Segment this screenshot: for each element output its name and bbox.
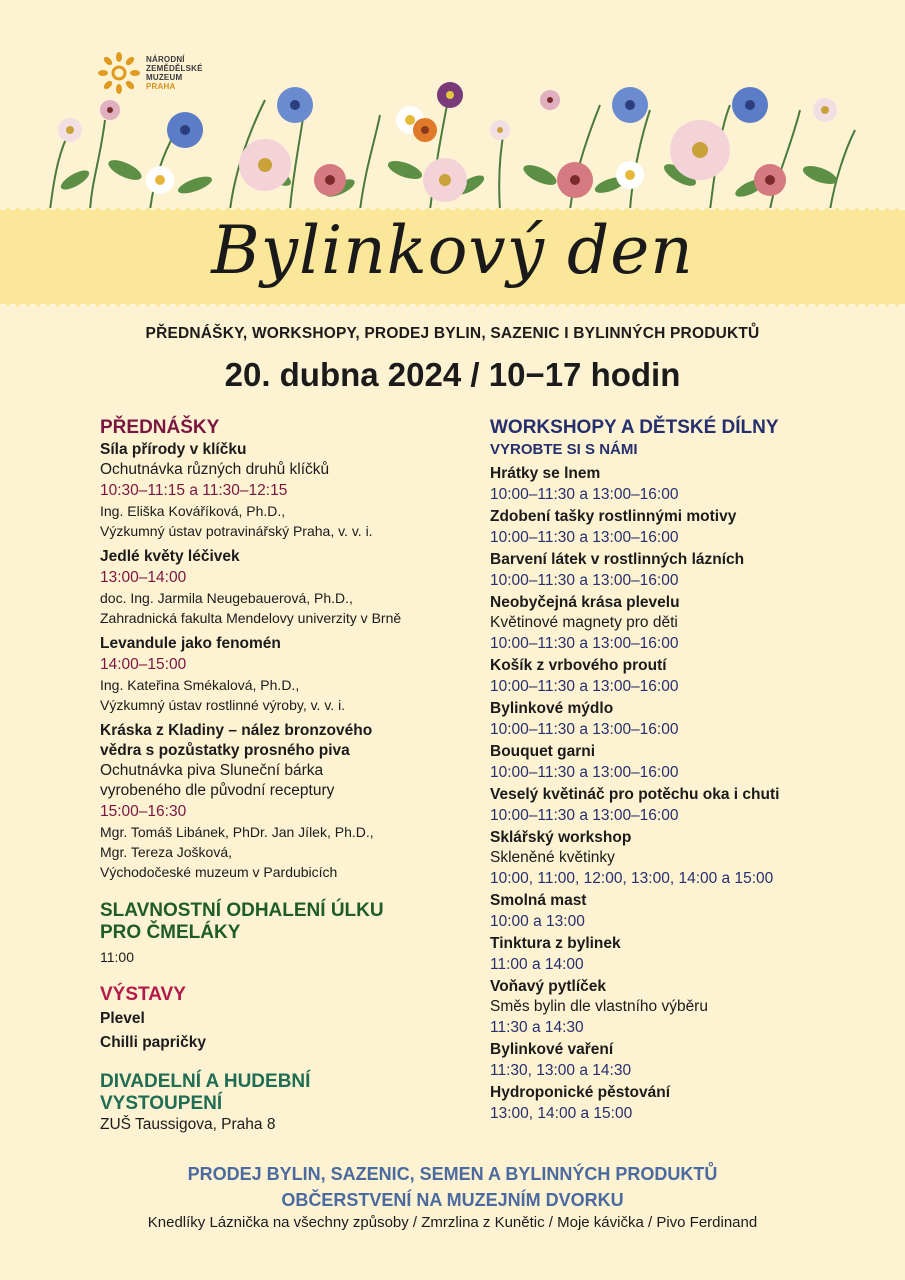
- workshop-text: Květinové magnety pro děti: [490, 614, 678, 631]
- workshop-time: 10:00–11:30 a 13:00–16:00: [490, 807, 679, 824]
- lectures-heading: PŘEDNÁŠKY: [100, 417, 220, 438]
- exhibitions-section: [100, 983, 460, 1055]
- lecture-item: [100, 634, 460, 715]
- workshop-title: Bouquet garni: [490, 743, 596, 760]
- workshop-item: [490, 507, 890, 548]
- footer-refreshments-line: OBČERSTVENÍ NA MUZEJNÍM DVORKU: [281, 1190, 624, 1210]
- lecture-title-cont: vědra s pozůstatky prosného piva: [100, 742, 350, 759]
- workshop-text: Směs bylin dle vlastního výběru: [490, 998, 708, 1015]
- theatre-heading-cont: VYSTOUPENÍ: [100, 1093, 223, 1114]
- event-date: 20. dubna 2024 / 10−17 hodin: [224, 356, 681, 393]
- lecture-speaker: Ing. Kateřina Smékalová, Ph.D.,: [100, 677, 300, 693]
- lecture-text: Ochutnávka piva Sluneční bárka: [100, 762, 324, 779]
- workshop-item: [490, 550, 890, 591]
- footer-vendors: Knedlíky Láznička na všechny způsoby / Zmrzlina z Kunětic / Moje kávička / Pivo Ferdinand: [147, 1214, 758, 1231]
- lecture-institution: Východočeské muzeum v Pardubicích: [100, 864, 338, 880]
- workshop-time: 10:00, 11:00, 12:00, 13:00, 14:00 a 15:00: [490, 870, 774, 887]
- lecture-speaker-cont: Mgr. Tereza Jošková,: [100, 844, 233, 860]
- workshop-title: Košík z vrbového proutí: [490, 657, 667, 674]
- lecture-item: [100, 547, 460, 628]
- workshop-time: 10:00–11:30 a 13:00–16:00: [490, 572, 679, 589]
- left-column: [100, 416, 460, 1135]
- workshop-item: [490, 742, 890, 783]
- logo-line-1: NÁRODNÍ: [146, 55, 185, 64]
- unveiling-heading: SLAVNOSTNÍ ODHALENÍ ÚLKU: [100, 900, 384, 921]
- workshop-time: 11:30 a 14:30: [490, 1019, 584, 1036]
- workshop-item: [490, 656, 890, 697]
- lecture-title: Kráska z Kladiny – nález bronzového: [100, 722, 373, 739]
- workshop-time: 11:00 a 14:00: [490, 956, 584, 973]
- workshop-time: 10:00–11:30 a 13:00–16:00: [490, 764, 679, 781]
- workshop-text: Skleněné květinky: [490, 849, 615, 866]
- lecture-speaker: Ing. Eliška Kováříková, Ph.D.,: [100, 503, 286, 519]
- workshop-time: 10:00–11:30 a 13:00–16:00: [490, 486, 679, 503]
- exhibitions-heading: VÝSTAVY: [100, 984, 186, 1005]
- lecture-institution: Zahradnická fakulta Mendelovy univerzity v Brně: [100, 610, 402, 626]
- workshop-item: [490, 1083, 890, 1124]
- workshops-heading: WORKSHOPY A DĚTSKÉ DÍLNY: [490, 417, 779, 438]
- theatre-heading: DIVADELNÍ A HUDEBNÍ: [100, 1071, 311, 1092]
- lecture-title: Jedlé květy léčivek: [100, 548, 240, 565]
- workshops-subheading: VYROBTE SI S NÁMI: [490, 441, 638, 458]
- workshop-time: 13:00, 14:00 a 15:00: [490, 1105, 633, 1122]
- workshop-item: [490, 464, 890, 505]
- workshop-time: 10:00–11:30 a 13:00–16:00: [490, 678, 679, 695]
- lecture-text: Ochutnávka různých druhů klíčků: [100, 461, 330, 478]
- workshop-title: Bylinkové mýdlo: [490, 700, 614, 717]
- theatre-section: [100, 1071, 460, 1135]
- workshop-title: Neobyčejná krása plevelu: [490, 594, 680, 611]
- workshop-time: 10:00 a 13:00: [490, 913, 585, 930]
- workshop-item: [490, 977, 890, 1038]
- lecture-time: 14:00–15:00: [100, 656, 187, 673]
- logo-line-4: PRAHA: [146, 82, 176, 91]
- lecture-title: Levandule jako fenomén: [100, 635, 281, 652]
- workshop-title: Voňavý pytlíček: [490, 978, 607, 995]
- logo-line-2: ZEMĚDĚLSKÉ: [146, 64, 203, 73]
- right-column: [490, 416, 890, 1126]
- unveiling-section: [100, 900, 460, 967]
- workshop-time: 10:00–11:30 a 13:00–16:00: [490, 635, 679, 652]
- workshop-title: Hrátky se lnem: [490, 465, 601, 482]
- workshop-item: [490, 1040, 890, 1081]
- logo-line-3: MUZEUM: [146, 73, 183, 82]
- workshop-item: [490, 785, 890, 826]
- workshop-title: Zdobení tašky rostlinnými motivy: [490, 508, 737, 525]
- lecture-time: 13:00–14:00: [100, 569, 187, 586]
- workshop-item: [490, 934, 890, 975]
- footer-headlines: [0, 1161, 905, 1213]
- lecture-institution: Výzkumný ústav rostlinné výroby, v. v. i.: [100, 697, 346, 713]
- workshop-title: Tinktura z bylinek: [490, 935, 621, 952]
- workshop-title: Veselý květináč pro potěchu oka i chuti: [490, 786, 780, 803]
- workshop-time: 10:00–11:30 a 13:00–16:00: [490, 721, 679, 738]
- theatre-text: ZUŠ Taussigova, Praha 8: [100, 1116, 276, 1133]
- workshop-title: Hydroponické pěstování: [490, 1084, 671, 1101]
- lecture-text-cont: vyrobeného dle původní receptury: [100, 782, 335, 799]
- workshop-item: [490, 828, 890, 889]
- unveiling-time: 11:00: [100, 949, 134, 965]
- lecture-speaker: Mgr. Tomáš Libánek, PhDr. Jan Jílek, Ph.D.,: [100, 824, 374, 840]
- exhibition-item: Chilli papričky: [100, 1034, 206, 1051]
- workshop-time: 10:00–11:30 a 13:00–16:00: [490, 529, 679, 546]
- workshop-title: Bylinkové vaření: [490, 1041, 614, 1058]
- workshop-title: Sklářský workshop: [490, 829, 632, 846]
- lecture-time: 15:00–16:30: [100, 803, 187, 820]
- page-subtitle: PŘEDNÁŠKY, WORKSHOPY, PRODEJ BYLIN, SAZENIC I BYLINNÝCH PRODUKTŮ: [145, 325, 760, 342]
- lecture-time: 10:30–11:15 a 11:30–12:15: [100, 482, 288, 499]
- workshop-title: Barvení látek v rostlinných lázních: [490, 551, 745, 568]
- workshop-title: Smolná mast: [490, 892, 587, 909]
- workshop-item: [490, 593, 890, 654]
- lecture-item: [100, 440, 460, 541]
- flower-border-illustration: [30, 70, 875, 210]
- lecture-speaker: doc. Ing. Jarmila Neugebauerová, Ph.D.,: [100, 590, 353, 606]
- lecture-institution: Výzkumný ústav potravinářský Praha, v. v. i.: [100, 523, 373, 539]
- lecture-title: Síla přírody v klíčku: [100, 441, 247, 458]
- exhibition-item: Plevel: [100, 1010, 145, 1027]
- footer-sales-line: PRODEJ BYLIN, SAZENIC, SEMEN A BYLINNÝCH PRODUKTŮ: [187, 1164, 718, 1184]
- workshop-item: [490, 891, 890, 932]
- lecture-item: [100, 721, 460, 882]
- workshop-item: [490, 699, 890, 740]
- workshop-time: 11:30, 13:00 a 14:30: [490, 1062, 632, 1079]
- page-title: Bylinkový den: [211, 212, 694, 289]
- unveiling-heading-cont: PRO ČMELÁKY: [100, 922, 241, 943]
